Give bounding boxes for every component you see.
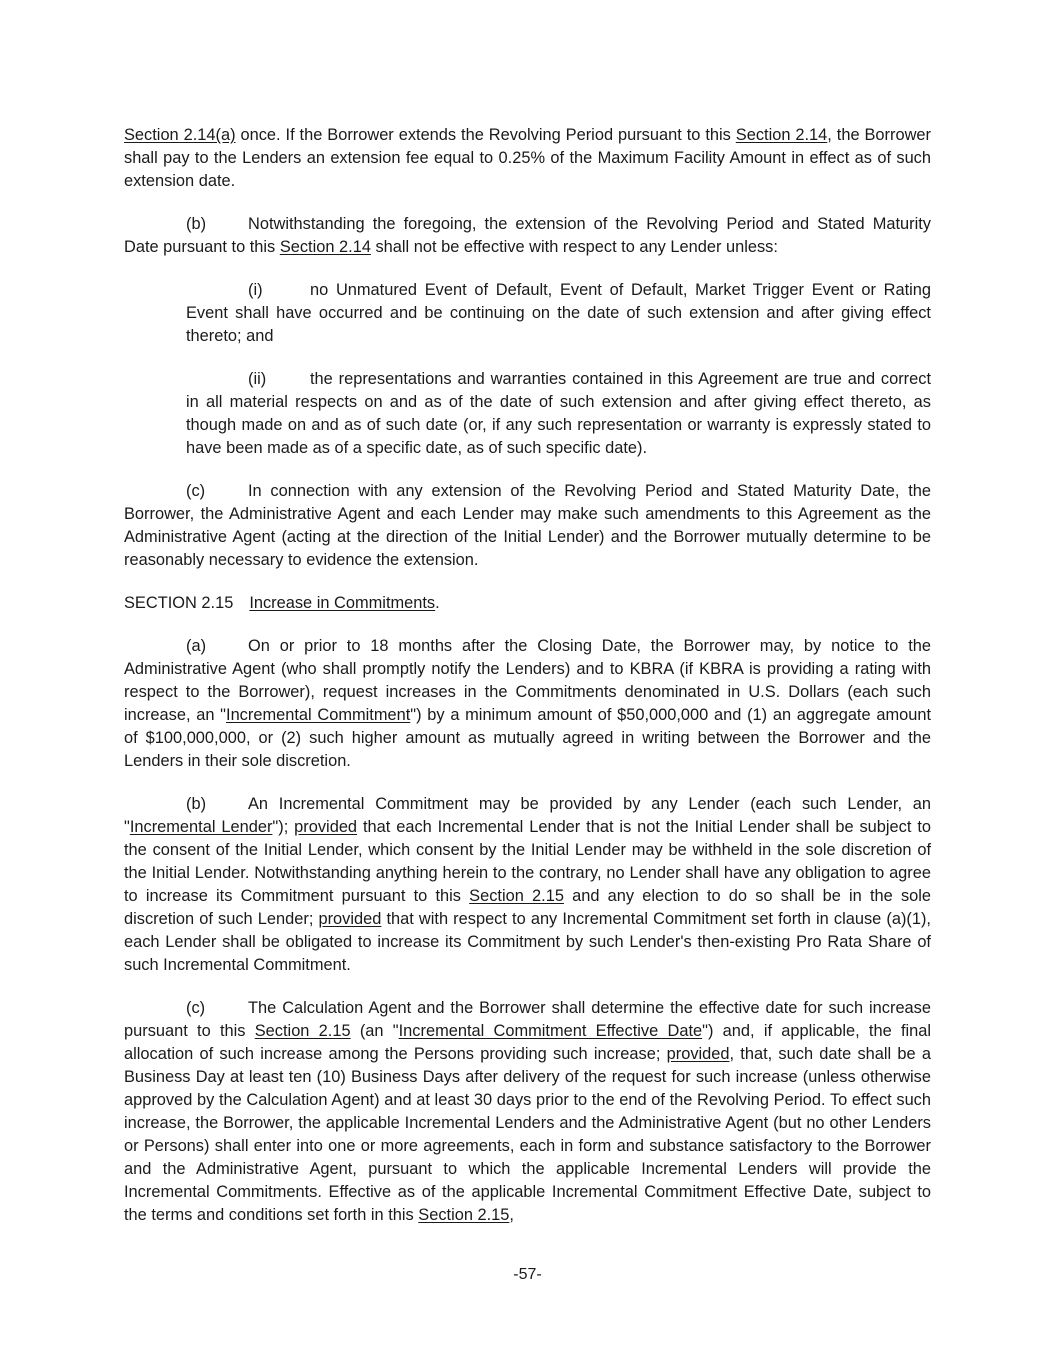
- paragraph-c-2: [124, 997, 931, 1227]
- paragraph-b-2: [124, 793, 931, 977]
- paragraph-text: that each Incremental Lender that is not the Initial Lender shall be subject to the consent of the Initial Lender, which consent by the Initial Lender may be withheld in the sole discretion of the Initial Lender. Notwithstanding anything herein to the contrary, no Lender shall have any obligation to agree to increase its Commitment pursuant to this: [124, 818, 931, 905]
- section-reference: Section 2.14(a): [124, 126, 236, 144]
- paragraph-text: , the Borrower shall pay to the Lenders an extension fee equal to 0.25% of the Maximum Facility Amount in effect as of such extension date.: [124, 126, 931, 190]
- paragraph-text: and any election to do so shall be in the sole discretion of such Lender;: [124, 887, 932, 928]
- proviso-term: provided: [318, 910, 382, 928]
- paragraph-text: The Calculation Agent and the Borrower shall determine the effective date for such increase pursuant to this: [124, 999, 931, 1040]
- paragraph-text: shall not be effective with respect to any Lender unless:: [370, 238, 778, 256]
- paragraph-c: [124, 480, 931, 572]
- section-reference: Section 2.15: [254, 1022, 351, 1040]
- clause-label: (c): [186, 999, 206, 1017]
- defined-term: Incremental Lender: [129, 818, 273, 836]
- proviso-term: provided: [666, 1045, 730, 1063]
- paragraph-text: the representations and warranties contained in this Agreement are true and correct in all material respects on and as of the date of such extension and after giving effect thereto, as though made on and as of such date (or, if any such representation or warranty is expressly stated to have been made as of a specific date, as of such specific date).: [186, 370, 931, 457]
- paragraph-text: In connection with any extension of the Revolving Period and Stated Maturity Date, the Borrower, the Administrative Agent and each Lender may make such amendments to this Agreement as the Administrative Agent (acting at the direction of the Initial Lender) and the Borrower mutually determine to be reasonably necessary to evidence the extension.: [124, 482, 931, 569]
- paragraph-text: ") by a minimum amount of $50,000,000 and (1) an aggregate amount of $100,000,000, or (2) such higher amount as mutually agreed in writing between the Borrower and the Lenders in their sole discretion.: [124, 706, 931, 770]
- document-page: [124, 124, 931, 1247]
- paragraph-continuation: [124, 124, 931, 193]
- section-reference: Section 2.14: [279, 238, 371, 256]
- section-title: Increase in Commitments: [249, 594, 436, 612]
- paragraph-ii: [186, 368, 931, 460]
- proviso-term: provided: [294, 818, 358, 836]
- section-number: SECTION 2.15: [124, 594, 234, 612]
- clause-label: (i): [248, 281, 263, 299]
- section-reference: Section 2.15: [469, 887, 564, 905]
- paragraph-a: [124, 635, 931, 773]
- paragraph-text: that with respect to any Incremental Commitment set forth in clause (a)(1), each Lender shall be obligated to increase its Commitment by such Lender's then-existing Pro Rata Share of such Incremental Commitment.: [124, 910, 931, 974]
- paragraph-text: no Unmatured Event of Default, Event of Default, Market Trigger Event or Rating Event shall have occurred and be continuing on the date of such extension and after giving effect thereto; and: [186, 281, 931, 345]
- clause-label: (a): [186, 637, 207, 655]
- paragraph-text: ") and, if applicable, the final allocation of such increase among the Persons providing such increase;: [124, 1022, 932, 1063]
- section-reference: Section 2.15: [418, 1206, 510, 1224]
- paragraph-text: once. If the Borrower extends the Revolving Period pursuant to this: [235, 126, 736, 144]
- paragraph-b: [124, 213, 931, 259]
- defined-term: Incremental Commitment Effective Date: [398, 1022, 703, 1040]
- clause-label: (ii): [248, 370, 267, 388]
- paragraph-text: , that, such date shall be a Business Day at least ten (10) Business Days after delivery of the request for such increase (unless otherwise approved by the Calculation Agent) and at least 30 days prior to the end of the Revolving Period. To effect such increase, the Borrower, the applicable Incremental Lenders and the Administrative Agent (but no other Lenders or Persons) shall enter into one or more agreements, each in form and substance satisfactory to the Borrower and the Administrative Agent, pursuant to which the applicable Incremental Lenders will provide the Incremental Commitments. Effective as of the applicable Incremental Commitment Effective Date, subject to the terms and conditions set forth in this: [124, 1045, 931, 1224]
- paragraph-i: [186, 279, 931, 348]
- paragraph-text: ,: [509, 1206, 514, 1224]
- paragraph-text: On or prior to 18 months after the Closing Date, the Borrower may, by notice to the Administrative Agent (who shall promptly notify the Lenders) and to KBRA (if KBRA is providing a rating with respect to the Borrower), request increases in the Commitments denominated in U.S. Dollars (each such increase, an ": [124, 637, 931, 724]
- clause-label: (c): [186, 482, 206, 500]
- paragraph-text: Notwithstanding the foregoing, the extension of the Revolving Period and Stated Maturity Date pursuant to this: [124, 215, 931, 256]
- paragraph-text: (an ": [350, 1022, 399, 1040]
- page-number: -57-: [513, 1266, 542, 1283]
- heading-period: .: [435, 594, 440, 612]
- defined-term: Incremental Commitment: [226, 706, 411, 724]
- section-heading: [124, 592, 931, 615]
- clause-label: (b): [186, 795, 207, 813]
- paragraph-text: An Incremental Commitment may be provided by any Lender (each such Lender, an ": [124, 795, 931, 836]
- section-reference: Section 2.14: [735, 126, 828, 144]
- clause-label: (b): [186, 215, 207, 233]
- paragraph-text: ");: [272, 818, 295, 836]
